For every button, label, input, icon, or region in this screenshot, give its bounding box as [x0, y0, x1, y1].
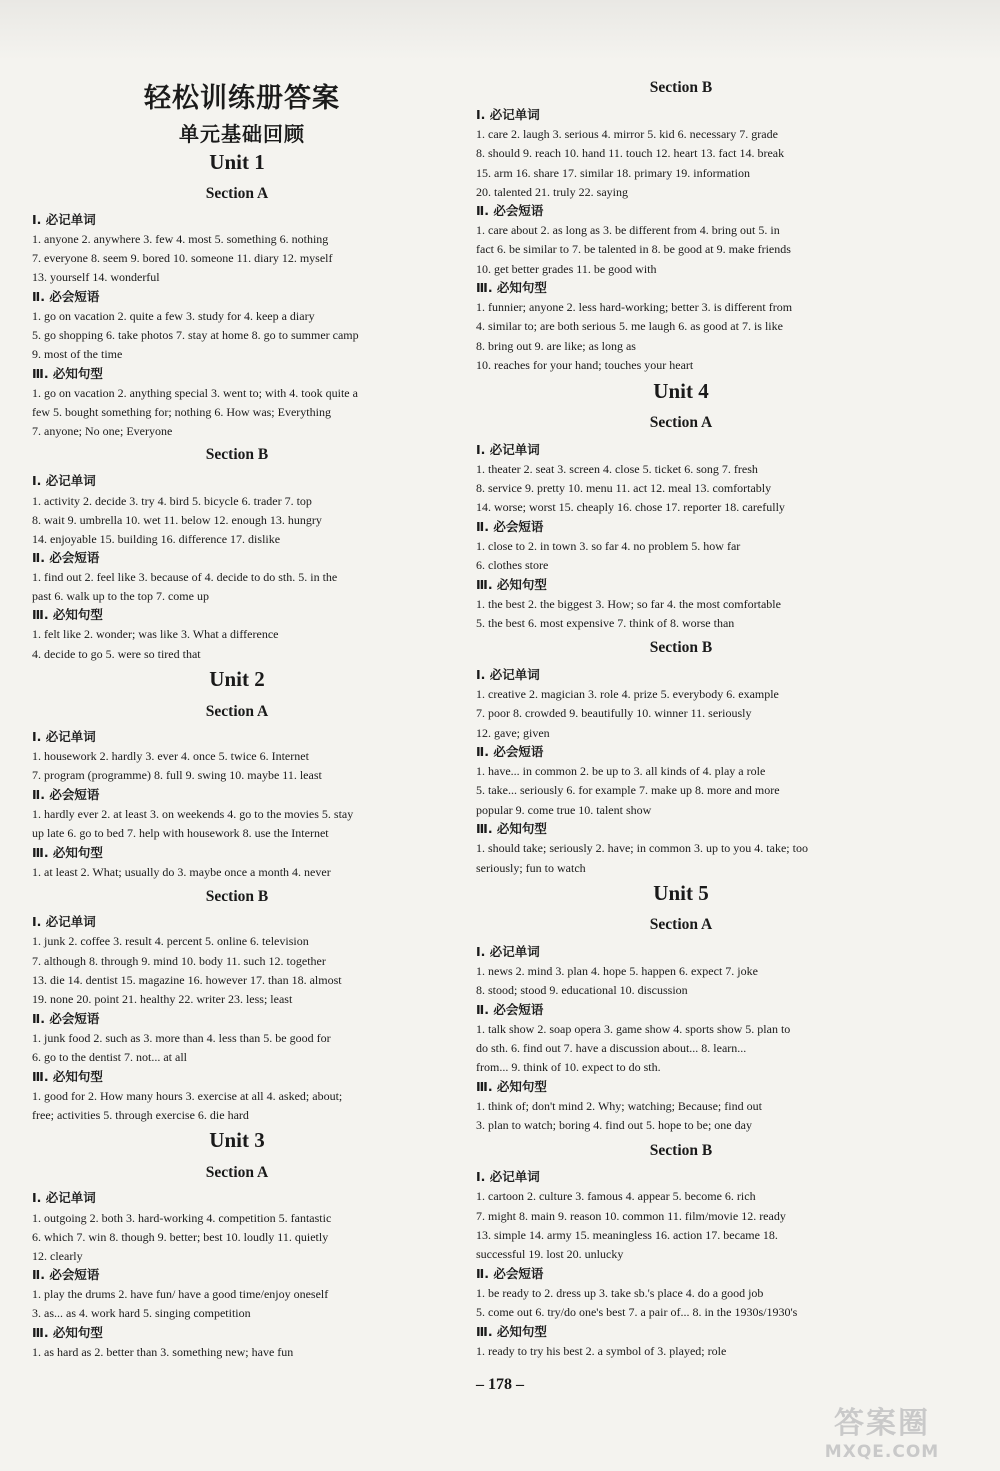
answer-line: 10. get better grades 11. be good with [476, 262, 657, 276]
subsection-heading: Ⅰ. 必记单词 [32, 473, 96, 488]
answer-line: 1. care about 2. as long as 3. be different from 4. bring out 5. in [476, 223, 780, 237]
answer-line: 13. die 14. dentist 15. magazine 16. however 17. than 18. almost [32, 973, 342, 987]
subsection-heading: Ⅰ. 必记单词 [476, 442, 540, 457]
answer-line: 1. creative 2. magician 3. role 4. prize 5. everybody 6. example [476, 687, 779, 701]
answer-line: 8. service 9. pretty 10. menu 11. act 12. meal 13. comfortably [476, 481, 772, 495]
answer-line: 1. go on vacation 2. anything special 3. went to; with 4. took quite a [32, 386, 358, 400]
unit-heading: Unit 1 [209, 150, 265, 174]
answer-line: 12. clearly [32, 1249, 83, 1263]
subsection-heading: Ⅱ. 必会短语 [32, 1011, 100, 1026]
answer-line: past 6. walk up to the top 7. come up [32, 589, 209, 603]
subsection-heading: Ⅰ. 必记单词 [476, 944, 540, 959]
answer-line: 1. hardly ever 2. at least 3. on weekends 4. go to the movies 5. stay [32, 807, 354, 821]
subsection-heading: Ⅱ. 必会短语 [32, 787, 100, 802]
answer-line: 19. none 20. point 21. healthy 22. writer 23. less; least [32, 992, 293, 1006]
answer-line: 1. outgoing 2. both 3. hard-working 4. competition 5. fantastic [32, 1211, 332, 1225]
answer-line: 13. yourself 14. wonderful [32, 270, 160, 284]
subsection-heading: Ⅱ. 必会短语 [476, 1002, 544, 1017]
answer-line: free; activities 5. through exercise 6. die hard [32, 1108, 249, 1122]
answer-line: 7. program (programme) 8. full 9. swing 10. maybe 11. least [32, 768, 322, 782]
subsection-heading: Ⅰ. 必记单词 [32, 729, 96, 744]
answer-line: 7. anyone; No one; Everyone [32, 424, 173, 438]
answer-line: 8. bring out 9. are like; as long as [476, 339, 636, 353]
answer-line: 1. junk 2. coffee 3. result 4. percent 5. online 6. television [32, 934, 309, 948]
answer-line: 6. go to the dentist 7. not... at all [32, 1050, 187, 1064]
subsection-heading: Ⅰ. 必记单词 [476, 107, 540, 122]
answer-line: 1. ready to try his best 2. a symbol of 3. played; role [476, 1344, 727, 1358]
answer-line: successful 19. lost 20. unlucky [476, 1247, 624, 1261]
section-heading: Section B [205, 888, 269, 905]
page-number: – 178 – [476, 1376, 524, 1393]
subsection-heading: Ⅲ. 必知句型 [476, 821, 547, 836]
subsection-heading: Ⅱ. 必会短语 [476, 203, 544, 218]
page-title: 轻松训练册答案 [144, 83, 340, 114]
answer-line: 1. go on vacation 2. quite a few 3. study for 4. keep a diary [32, 309, 315, 323]
answer-line: 1. cartoon 2. culture 3. famous 4. appear 5. become 6. rich [476, 1189, 756, 1203]
subsection-heading: Ⅱ. 必会短语 [476, 1266, 544, 1281]
watermark-logo [802, 1398, 962, 1464]
answer-line: do sth. 6. find out 7. have a discussion about... 8. learn... [476, 1041, 747, 1055]
section-heading: Section A [649, 916, 713, 933]
answer-line: 4. decide to go 5. were so tired that [32, 647, 201, 661]
subsection-heading: Ⅱ. 必会短语 [32, 289, 100, 304]
subsection-heading: Ⅰ. 必记单词 [32, 212, 96, 227]
answer-line: 9. most of the time [32, 347, 123, 361]
answer-line: 1. theater 2. seat 3. screen 4. close 5. ticket 6. song 7. fresh [476, 462, 758, 476]
subsection-heading: Ⅲ. 必知句型 [476, 280, 547, 295]
answer-line: 10. reaches for your hand; touches your heart [476, 358, 694, 372]
unit-heading: Unit 3 [209, 1128, 265, 1152]
subsection-heading: Ⅲ. 必知句型 [32, 607, 103, 622]
answer-line: 1. close to 2. in town 3. so far 4. no problem 5. how far [476, 539, 741, 553]
answer-line: 1. felt like 2. wonder; was like 3. What a difference [32, 627, 279, 641]
answer-line: seriously; fun to watch [476, 861, 586, 875]
answer-line: 1. as hard as 2. better than 3. something new; have fun [32, 1345, 294, 1359]
answer-line: 8. should 9. reach 10. hand 11. touch 12. heart 13. fact 14. break [476, 146, 785, 160]
answer-line: 1. be ready to 2. dress up 3. take sb.'s place 4. do a good job [476, 1286, 764, 1300]
page-top-band [0, 0, 1000, 60]
answer-line: 1. should take; seriously 2. have; in common 3. up to you 4. take; too [476, 841, 808, 855]
page-subtitle: 单元基础回顾 [179, 122, 305, 146]
answer-line: 1. activity 2. decide 3. try 4. bird 5. bicycle 6. trader 7. top [32, 494, 312, 508]
section-heading: Section B [649, 79, 713, 96]
answer-line: few 5. bought something for; nothing 6. How was; Everything [32, 405, 331, 419]
answer-line: 20. talented 21. truly 22. saying [476, 185, 628, 199]
subsection-heading: Ⅱ. 必会短语 [476, 744, 544, 759]
answer-line: 1. think of; don't mind 2. Why; watching; Because; find out [476, 1099, 762, 1113]
section-heading: Section B [649, 639, 713, 656]
answer-line: 1. care 2. laugh 3. serious 4. mirror 5. kid 6. necessary 7. grade [476, 127, 778, 141]
subsection-heading: Ⅰ. 必记单词 [32, 1190, 96, 1205]
answer-line: popular 9. come true 10. talent show [476, 803, 652, 817]
answer-line: 4. similar to; are both serious 5. me laugh 6. as good at 7. is like [476, 319, 783, 333]
answer-line: 3. as... as 4. work hard 5. singing competition [32, 1306, 251, 1320]
unit-heading: Unit 4 [653, 379, 709, 403]
subsection-heading: Ⅱ. 必会短语 [32, 550, 100, 565]
answer-line: 7. everyone 8. seem 9. bored 10. someone 11. diary 12. myself [32, 251, 333, 265]
unit-heading: Unit 5 [653, 881, 709, 905]
subsection-heading: Ⅱ. 必会短语 [32, 1267, 100, 1282]
subsection-heading: Ⅲ. 必知句型 [32, 366, 103, 381]
section-heading: Section A [205, 703, 269, 720]
answer-line: 15. arm 16. share 17. similar 18. primary 19. information [476, 166, 750, 180]
subsection-heading: Ⅰ. 必记单词 [476, 667, 540, 682]
answer-line: 1. funnier; anyone 2. less hard-working; better 3. is different from [476, 300, 793, 314]
answer-line: 7. poor 8. crowded 9. beautifully 10. winner 11. seriously [476, 706, 752, 720]
subsection-heading: Ⅲ. 必知句型 [476, 577, 547, 592]
section-heading: Section A [649, 414, 713, 431]
answer-line: 12. gave; given [476, 726, 550, 740]
answer-line: 5. go shopping 6. take photos 7. stay at home 8. go to summer camp [32, 328, 359, 342]
answer-line: 1. have... in common 2. be up to 3. all kinds of 4. play a role [476, 764, 766, 778]
answer-line: 3. plan to watch; boring 4. find out 5. hope to be; one day [476, 1118, 752, 1132]
subsection-heading: Ⅲ. 必知句型 [32, 1069, 103, 1084]
answer-line: 1. find out 2. feel like 3. because of 4. decide to do sth. 5. in the [32, 570, 338, 584]
section-heading: Section A [205, 1164, 269, 1181]
answer-line: 8. stood; stood 9. educational 10. discussion [476, 983, 688, 997]
answer-line: 1. talk show 2. soap opera 3. game show 4. sports show 5. plan to [476, 1022, 791, 1036]
subsection-heading: Ⅲ. 必知句型 [476, 1079, 547, 1094]
answer-line: 1. at least 2. What; usually do 3. maybe once a month 4. never [32, 865, 331, 879]
answer-line: up late 6. go to bed 7. help with housework 8. use the Internet [32, 826, 329, 840]
answer-line: 7. might 8. main 9. reason 10. common 11. film/movie 12. ready [476, 1209, 786, 1223]
subsection-heading: Ⅲ. 必知句型 [476, 1324, 547, 1339]
answer-line: 7. although 8. through 9. mind 10. body 11. such 12. together [32, 954, 326, 968]
unit-heading: Unit 2 [209, 667, 265, 691]
answer-line: 14. worse; worst 15. cheaply 16. chose 17. reporter 18. carefully [476, 500, 785, 514]
watermark-text: 答案圈 [834, 1406, 930, 1441]
answer-line: from... 9. think of 10. expect to do sth. [476, 1060, 661, 1074]
answer-line: 14. enjoyable 15. building 16. difference 17. dislike [32, 532, 281, 546]
answer-line: 1. news 2. mind 3. plan 4. hope 5. happen 6. expect 7. joke [476, 964, 758, 978]
answer-line: 5. the best 6. most expensive 7. think of 8. worse than [476, 616, 735, 630]
section-heading: Section B [205, 446, 269, 463]
subsection-heading: Ⅰ. 必记单词 [32, 914, 96, 929]
answer-line: 5. come out 6. try/do one's best 7. a pair of... 8. in the 1930s/1930's [476, 1305, 798, 1319]
answer-line: 1. junk food 2. such as 3. more than 4. less than 5. be good for [32, 1031, 331, 1045]
answer-line: 5. take... seriously 6. for example 7. make up 8. more and more [476, 783, 780, 797]
subsection-heading: Ⅲ. 必知句型 [32, 845, 103, 860]
section-heading: Section B [649, 1142, 713, 1159]
subsection-heading: Ⅲ. 必知句型 [32, 1325, 103, 1340]
answer-line: 6. which 7. win 8. though 9. better; best 10. loudly 11. quietly [32, 1230, 329, 1244]
answer-line: 1. housework 2. hardly 3. ever 4. once 5. twice 6. Internet [32, 749, 309, 763]
answer-line: 6. clothes store [476, 558, 549, 572]
answer-line: 13. simple 14. army 15. meaningless 16. action 17. became 18. [476, 1228, 778, 1242]
answer-line: 1. good for 2. How many hours 3. exercise at all 4. asked; about; [32, 1089, 343, 1103]
section-heading: Section A [205, 185, 269, 202]
answer-line: fact 6. be similar to 7. be talented in 8. be good at 9. make friends [476, 242, 791, 256]
answer-line: 1. anyone 2. anywhere 3. few 4. most 5. something 6. nothing [32, 232, 329, 246]
subsection-heading: Ⅱ. 必会短语 [476, 519, 544, 534]
watermark-url: MXQE.COM [824, 1442, 940, 1462]
answer-line: 8. wait 9. umbrella 10. wet 11. below 12. enough 13. hungry [32, 513, 322, 527]
subsection-heading: Ⅰ. 必记单词 [476, 1169, 540, 1184]
answer-line: 1. play the drums 2. have fun/ have a good time/enjoy oneself [32, 1287, 329, 1301]
answer-line: 1. the best 2. the biggest 3. How; so far 4. the most comfortable [476, 597, 781, 611]
